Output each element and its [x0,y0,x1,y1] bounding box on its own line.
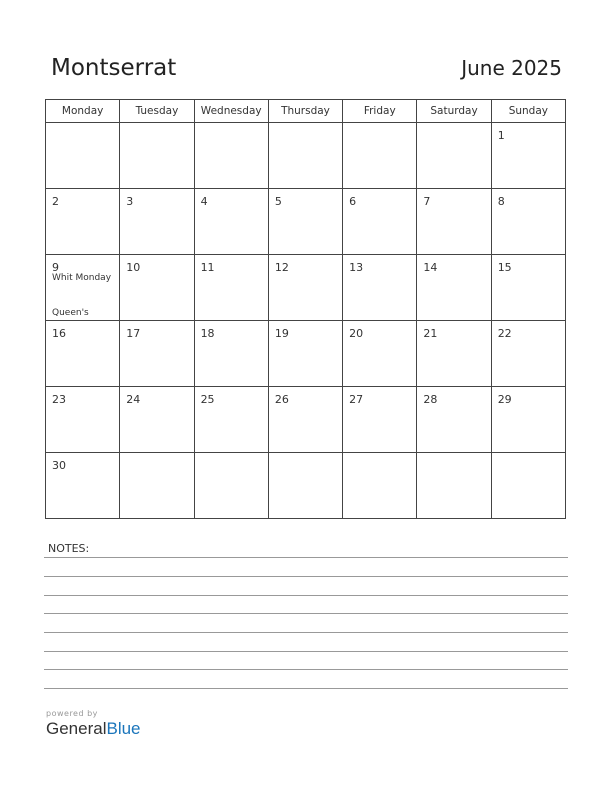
day-cell [417,387,491,453]
week-row [46,453,566,519]
day-number: 13 [349,261,364,274]
day-number: 29 [497,393,512,406]
day-number: 10 [126,261,141,274]
day-cell [120,387,194,453]
week-row [46,189,566,255]
day-cell [343,321,417,387]
day-cell [194,255,268,321]
day-cell [120,123,194,189]
day-number: 30 [52,459,66,472]
weekday-friday: Friday [343,100,417,123]
weekday-header-row [46,100,566,123]
day-number: 28 [423,393,438,406]
day-number: 3 [126,195,134,208]
week-row [46,321,566,387]
day-cell [46,255,120,321]
day-number: 16 [52,327,66,340]
day-cell [268,387,342,453]
day-number: 27 [349,393,364,406]
brand-logo [46,719,141,739]
day-number: 25 [200,393,215,406]
day-number: 11 [200,261,215,274]
brand-footer [46,709,141,739]
day-cell [194,123,268,189]
day-cell [417,255,491,321]
day-number: 24 [126,393,141,406]
day-cell [194,189,268,255]
day-cell [417,453,491,519]
day-cell [120,255,194,321]
day-cell [491,453,565,519]
day-cell [343,387,417,453]
day-cell [120,453,194,519]
weekday-saturday: Saturday [417,100,491,123]
day-cell [491,321,565,387]
day-cell [491,189,565,255]
day-number: 22 [497,327,512,340]
brand-general: General [46,719,107,738]
weekday-thursday: Thursday [268,100,342,123]
notes-line [44,669,568,670]
holiday-whit-monday: Whit Monday [52,273,112,283]
weekday-wednesday: Wednesday [194,100,268,123]
day-cell [343,255,417,321]
day-number: 5 [274,195,282,208]
day-cell [268,453,342,519]
day-cell [268,255,342,321]
day-number: 26 [274,393,289,406]
day-number: 23 [52,393,66,406]
day-cell [194,453,268,519]
day-cell [46,387,120,453]
day-number: 4 [200,195,208,208]
day-number: 21 [423,327,438,340]
day-number: 1 [497,129,505,142]
day-number: 12 [274,261,289,274]
day-cell [417,321,491,387]
week-row [46,255,566,321]
notes-line [44,632,568,633]
weekday-tuesday: Tuesday [120,100,194,123]
brand-blue: Blue [106,719,141,738]
calendar-month: June 2025 [461,56,562,80]
day-cell [46,321,120,387]
weekday-monday: Monday [46,100,120,123]
notes-line [44,613,568,614]
day-cell [194,387,268,453]
notes-line [44,595,568,596]
day-number: 20 [349,327,364,340]
day-number: 19 [274,327,289,340]
day-number: 6 [349,195,357,208]
day-cell [491,387,565,453]
day-cell [46,189,120,255]
day-number: 15 [497,261,512,274]
calendar-title: Montserrat [51,55,177,81]
holiday-queens: Queen's [52,308,89,318]
day-number: 8 [497,195,505,208]
day-cell [417,189,491,255]
week-row [46,387,566,453]
day-cell [46,123,120,189]
day-number: 17 [126,327,141,340]
weekday-sunday: Sunday [491,100,565,123]
day-cell [194,321,268,387]
day-cell [343,453,417,519]
day-number: 14 [423,261,438,274]
day-cell [491,255,565,321]
day-number: 18 [200,327,215,340]
day-cell [417,123,491,189]
notes-label: NOTES: [48,542,90,555]
day-cell [491,123,565,189]
day-cell [268,189,342,255]
day-number: 9 [52,261,59,274]
day-cell [343,123,417,189]
day-cell [46,453,120,519]
day-number: 7 [423,195,431,208]
day-cell [268,321,342,387]
day-cell [120,321,194,387]
day-cell [343,189,417,255]
notes-line [44,688,568,689]
week-row [46,123,566,189]
day-cell [120,189,194,255]
day-cell [268,123,342,189]
notes-line [44,576,568,577]
calendar-grid [45,99,566,519]
powered-by-text: powered by [46,709,98,718]
notes-line [44,651,568,652]
notes-line [44,557,568,558]
day-number: 2 [52,195,59,208]
